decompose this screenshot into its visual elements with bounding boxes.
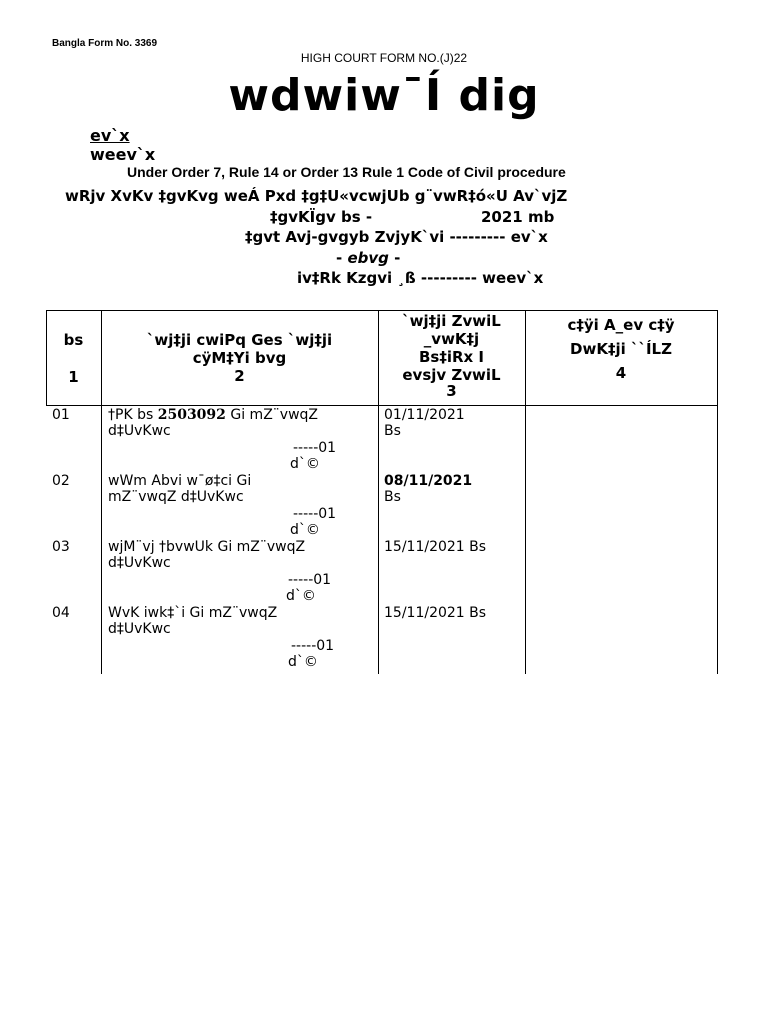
defendant-label: weev`x — [90, 145, 156, 164]
col-header-number: 3 — [446, 382, 457, 400]
row-description: wWm Abvi w¯ø‡ci Gi — [108, 473, 252, 489]
row-date-suffix: Bs — [384, 489, 401, 505]
col-header-label: bs — [63, 331, 84, 349]
plaintiff-label: ev`x — [90, 126, 130, 145]
row-date: 08/11/2021 — [384, 473, 473, 489]
row-description — [108, 407, 318, 423]
high-court-form-number: HIGH COURT FORM NO.(J)22 — [300, 51, 468, 65]
row-date: 15/11/2021 Bs — [384, 539, 487, 555]
row-page-count: -----01 — [288, 572, 332, 588]
col-header-signature — [525, 313, 717, 385]
case-year: 2021 mb — [481, 208, 555, 226]
row-description-line2: d‡UvKwc — [108, 423, 171, 439]
desc-part: †PK bs — [108, 407, 158, 423]
defendant-name-line: iv‡Rk Kzgvi ¸ß --------- weev`x — [297, 269, 544, 287]
row-date: 01/11/2021 — [384, 407, 465, 423]
court-line: wRjv XvKv ‡gvKvg weÁ Pxd ‡g‡U«vcwjUb g¨vwR‡ó«U Av`vjZ — [65, 187, 568, 205]
row-page-count: -----01 — [291, 638, 335, 654]
col-header-description — [101, 331, 378, 385]
row-description-line2: d‡UvKwc — [108, 555, 171, 571]
row-serial: 03 — [52, 539, 70, 555]
plaintiff-name-line: ‡gvt Avj-gvgyb ZvjyK`vi --------- ev`x — [245, 228, 548, 246]
row-date-suffix: Bs — [384, 423, 401, 439]
col-header-line: _vwK‡j — [423, 330, 480, 348]
row-serial: 04 — [52, 605, 70, 621]
bangla-form-number: Bangla Form No. 3369 — [52, 38, 158, 49]
table-right-border — [717, 310, 718, 674]
order-rule-line: Under Order 7, Rule 14 or Order 13 Rule 1 Code of Civil procedure — [127, 164, 566, 180]
col-header-date — [378, 312, 525, 399]
row-page-unit: d`© — [288, 654, 318, 670]
versus-post: - — [388, 249, 401, 267]
versus-pre: - — [336, 249, 348, 267]
col-header-line: c‡ÿi A_ev c‡ÿ — [567, 316, 675, 334]
row-page-unit: d`© — [286, 588, 316, 604]
row-page-unit: d`© — [290, 522, 320, 538]
cheque-number: 2503092 — [157, 407, 226, 423]
col-header-number: 4 — [615, 364, 627, 382]
table-header-divider — [46, 405, 718, 406]
col-header-line: `wj‡ji ZvwiL — [402, 312, 501, 330]
page-title: wdwiw¯Í dig — [228, 70, 540, 121]
case-number-label: ‡gvKÏgv bs - — [270, 208, 373, 226]
table-top-border — [46, 310, 718, 311]
col-header-line: DwK‡ji ``ÍLZ — [570, 340, 672, 358]
col-header-serial — [46, 331, 101, 386]
row-page-count: -----01 — [293, 506, 337, 522]
col-header-line: evsjv ZvwiL — [402, 366, 501, 384]
row-page-count: -----01 — [293, 440, 337, 456]
row-description: wjM¨vj †bvwUk Gi mZ¨vwqZ — [108, 539, 306, 555]
col-header-number: 2 — [234, 367, 245, 385]
desc-part: Gi mZ¨vwqZ — [225, 407, 319, 423]
row-description-line2: d‡UvKwc — [108, 621, 171, 637]
row-page-unit: d`© — [290, 456, 320, 472]
row-description-line2: mZ¨vwqZ d‡UvKwc — [108, 489, 244, 505]
row-serial: 02 — [52, 473, 70, 489]
col-header-line: Bs‡iRx I — [418, 348, 485, 366]
col-header-line: cÿM‡Yi bvg — [192, 349, 287, 367]
col-header-number: 1 — [68, 368, 79, 386]
row-description: WvK iwk‡`i Gi mZ¨vwqZ — [108, 605, 278, 621]
col-header-line: `wj‡ji cwiPq Ges `wj‡ji — [146, 331, 333, 349]
versus-line — [336, 249, 400, 267]
versus-word: ebvg — [347, 249, 389, 267]
row-serial: 01 — [52, 407, 70, 423]
row-date: 15/11/2021 Bs — [384, 605, 487, 621]
